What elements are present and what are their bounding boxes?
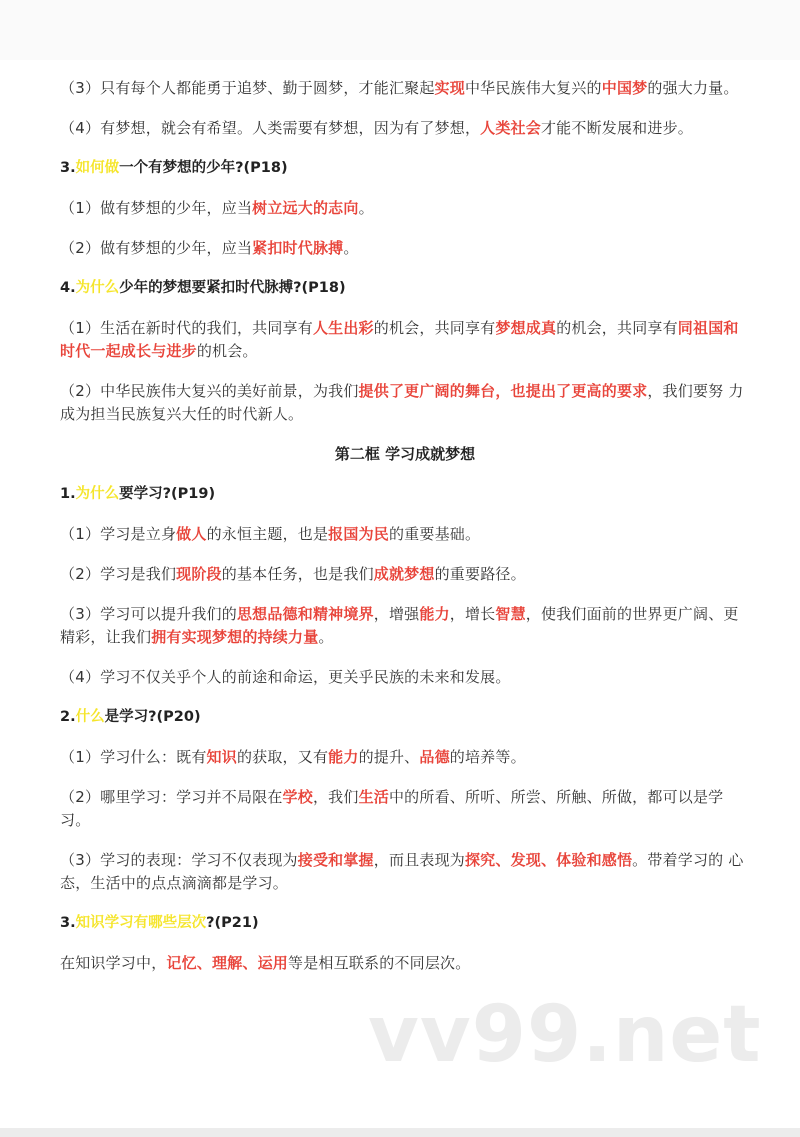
text-segment: 才能不断发展和进步。 <box>540 119 693 137</box>
text-segment: （1）学习什么：既有 <box>60 748 207 766</box>
text-segment: 一个有梦想的少年?(P18) <box>119 160 288 176</box>
text-segment: ，增长 <box>449 605 496 623</box>
text-segment: （3）学习可以提升我们的 <box>60 605 237 623</box>
chapter-title <box>60 443 750 466</box>
text-segment: 的获取，又有 <box>236 748 329 766</box>
paragraph <box>60 603 750 649</box>
text-segment: 。 <box>358 199 374 217</box>
text-segment: 等是相互联系的不同层次。 <box>288 954 471 972</box>
text-segment: 少年的梦想要紧扣时代脉搏?(P18) <box>119 280 346 296</box>
key-phrase: 成就梦想 <box>373 565 435 583</box>
text-segment: （4）有梦想，就会有希望。人类需要有梦想，因为有了梦想， <box>60 119 481 137</box>
highlighted-question-word: 为什么 <box>75 280 120 296</box>
text-segment: 的基本任务，也是我们 <box>221 565 374 583</box>
key-phrase: 梦想成真 <box>495 319 557 337</box>
highlighted-question-word: 什么 <box>75 709 105 725</box>
key-phrase: 同祖国和时代一起成长与进步 <box>60 319 739 360</box>
watermark: vv99.net <box>368 990 762 1080</box>
text-segment: ，增强 <box>373 605 420 623</box>
text-segment: 3. <box>60 915 76 931</box>
key-phrase: 实现 <box>434 79 465 97</box>
text-segment: 的永恒主题，也是 <box>206 525 329 543</box>
key-phrase: 记忆、理解、运用 <box>166 954 289 972</box>
key-phrase: 智慧 <box>495 605 526 623</box>
text-segment: （1）做有梦想的少年，应当 <box>60 199 253 217</box>
text-segment: ，而且表现为 <box>373 851 465 869</box>
key-phrase: 提供了更广阔的舞台，也提出了更高的要求 <box>358 382 648 400</box>
text-segment: 是学习?(P20) <box>104 709 201 725</box>
document-body <box>60 77 750 992</box>
key-phrase: 人生出彩 <box>312 319 374 337</box>
key-phrase: 能力 <box>419 605 450 623</box>
text-segment: 在知识学习中， <box>60 954 167 972</box>
paragraph <box>60 523 750 546</box>
paragraph <box>60 197 750 220</box>
key-phrase: 报国为民 <box>328 525 389 543</box>
page-bottom-edge <box>0 1128 800 1137</box>
key-phrase: 做人 <box>176 525 207 543</box>
key-phrase: 能力 <box>328 748 359 766</box>
highlighted-question-word: 为什么 <box>75 486 120 502</box>
text-segment: 。带着学习的 心态，生活中的点点滴滴都是学习。 <box>60 851 744 892</box>
key-phrase: 紧扣时代脉搏 <box>252 239 344 257</box>
text-segment: 的提升、 <box>358 748 420 766</box>
section-heading <box>60 483 750 506</box>
text-segment: 要学习?(P19) <box>119 486 216 502</box>
key-phrase: 拥有实现梦想的持续力量 <box>151 628 319 646</box>
key-phrase: 探究、发现、体验和感悟 <box>464 851 633 869</box>
text-segment: 中的所看、所听、所尝、所触、所做，都可以是学 习。 <box>60 788 724 829</box>
key-phrase: 人类社会 <box>480 119 541 137</box>
text-segment: （4）学习不仅关乎个人的前途和命运，更关乎民族的未来和发展。 <box>60 668 511 686</box>
key-phrase: 树立远大的志向 <box>252 199 359 217</box>
text-segment: 的强大力量。 <box>647 79 739 97</box>
section-heading <box>60 277 750 300</box>
text-segment: （1）生活在新时代的我们，共同享有 <box>60 319 313 337</box>
text-segment: 。 <box>343 239 359 257</box>
section-heading <box>60 706 750 729</box>
text-segment: （3）学习的表现：学习不仅表现为 <box>60 851 298 869</box>
section-heading <box>60 912 750 935</box>
text-segment: 。 <box>318 628 334 646</box>
text-segment: 4. <box>60 280 76 296</box>
key-phrase: 思想品德和精神境界 <box>236 605 374 623</box>
key-phrase: 知识 <box>206 748 237 766</box>
text-segment: 的重要基础。 <box>388 525 481 543</box>
highlighted-question-word: 知识学习有哪些层次 <box>75 915 207 931</box>
text-segment: 的培养等。 <box>449 748 526 766</box>
paragraph <box>60 746 750 769</box>
paragraph <box>60 317 750 363</box>
top-band <box>0 0 800 60</box>
text-segment: ，我们要努 力成为担当民族复兴大任的时代新人。 <box>60 382 744 423</box>
text-segment: ，我们 <box>312 788 359 806</box>
key-phrase: 生活 <box>358 788 389 806</box>
text-segment: （2）哪里学习：学习并不局限在 <box>60 788 283 806</box>
text-segment: ，使我们面前的世界更广阔、更精彩，让我们 <box>60 605 739 646</box>
paragraph <box>60 666 750 689</box>
text-segment: 的机会。 <box>196 342 258 360</box>
paragraph <box>60 380 750 426</box>
key-phrase: 中国梦 <box>601 79 648 97</box>
paragraph <box>60 77 750 100</box>
key-phrase: 接受和掌握 <box>297 851 374 869</box>
key-phrase: 品德 <box>419 748 450 766</box>
text-segment: 的机会，共同享有 <box>556 319 678 337</box>
paragraph <box>60 563 750 586</box>
text-segment: 的机会，共同享有 <box>373 319 496 337</box>
text-segment: 第二框 学习成就梦想 <box>334 445 476 463</box>
paragraph <box>60 952 750 975</box>
text-segment: ?(P21) <box>206 915 259 931</box>
section-heading <box>60 157 750 180</box>
text-segment: 中华民族伟大复兴的 <box>464 79 602 97</box>
text-segment: （2）做有梦想的少年，应当 <box>60 239 253 257</box>
key-phrase: 学校 <box>282 788 313 806</box>
highlighted-question-word: 如何做 <box>75 160 120 176</box>
text-segment: （2）中华民族伟大复兴的美好前景，为我们 <box>60 382 359 400</box>
paragraph <box>60 786 750 832</box>
text-segment: 3. <box>60 160 76 176</box>
text-segment: （3）只有每个人都能勇于追梦、勤于圆梦，才能汇聚起 <box>60 79 435 97</box>
paragraph <box>60 117 750 140</box>
text-segment: 的重要路径。 <box>434 565 526 583</box>
text-segment: （1）学习是立身 <box>60 525 177 543</box>
text-segment: 1. <box>60 486 76 502</box>
text-segment: （2）学习是我们 <box>60 565 177 583</box>
text-segment: 2. <box>60 709 76 725</box>
paragraph <box>60 237 750 260</box>
key-phrase: 现阶段 <box>176 565 222 583</box>
paragraph <box>60 849 750 895</box>
